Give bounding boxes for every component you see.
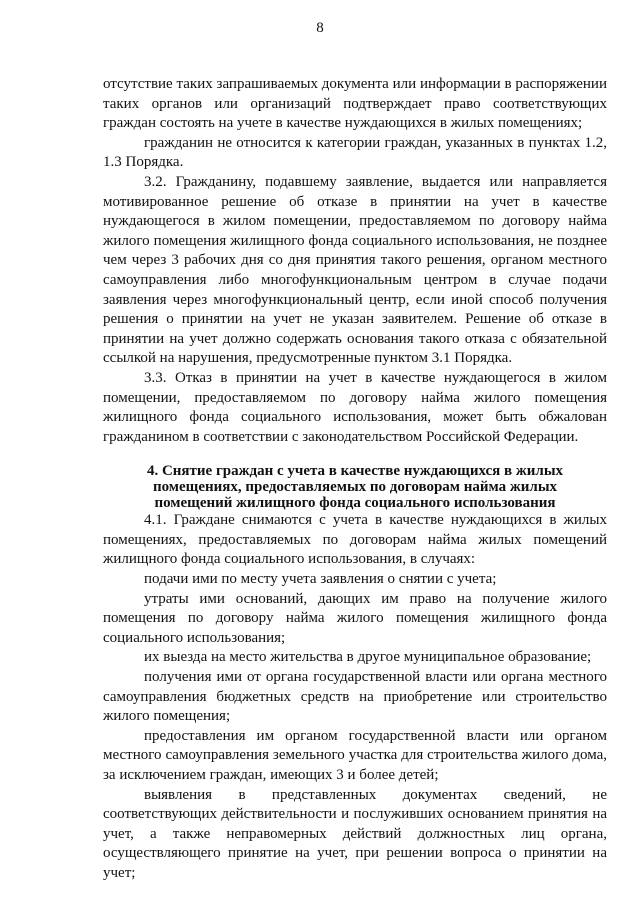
list-item: получения ими от органа государственной власти или органа местного самоуправления бюджетных средств на приобретение или строительство жилого помещения; xyxy=(103,669,607,725)
document-body xyxy=(103,75,607,884)
paragraph-4-1: 4.1. Граждане снимаются с учета в качестве нуждающихся в жилых помещениях, предоставляемых по договорам найма жилых помещений жилищного фонда социального использования, в случаях: xyxy=(103,512,607,568)
list-item: утраты ими оснований, дающих им право на получение жилого помещения по договору найма жилого помещения жилищного фонда социального использования; xyxy=(103,590,607,646)
paragraph-3-3: 3.3. Отказ в принятии на учет в качестве нуждающегося в жилом помещении, предоставляемом по договору найма жилого помещения жилищного фонда социального использования, может быть обжалован гражданином в соответствии с законодательством Российской Федерации. xyxy=(103,369,607,445)
paragraph-3-2: 3.2. Гражданину, подавшему заявление, выдается или направляется мотивированное решение об отказе в принятии на учет в качестве нуждающегося в жилом помещении, предоставляемом по договору найма жилого помещения жилищного фонда социального использования, не позднее чем через 3 рабочих дня со дня принятия такого решения, органом местного самоуправления либо многофункциональным центром в случае подачи заявления через многофункциональный центр, если иной способ получения решения о принятии на учет не указан заявителем. Решение об отказе в принятии на учет должно содержать основания такого отказа с обязательной ссылкой на нарушения, предусмотренные пунктом 3.1 Порядка. xyxy=(103,173,607,367)
list-item: выявления в представленных документах сведений, не соответствующих действительности и послуживших основанием принятия на учет, а также неправомерных действий должностных лиц органа, осуществляющего принятие на учет, при решении вопроса о принятии на учет; xyxy=(103,786,607,881)
section-heading-4: 4. Снятие граждан с учета в качестве нуждающихся в жилых помещениях, предоставляемых по договорам найма жилых помещений жилищного фонда социального использования xyxy=(146,463,564,512)
paragraph-continuation: отсутствие таких запрашиваемых документа или информации в распоряжении таких органов или организаций подтверждает право соответствующих граждан состоять на учете в качестве нуждающихся в жилых помещениях; xyxy=(103,76,607,132)
paragraph: гражданин не относится к категории граждан, указанных в пунктах 1.2, 1.3 Порядка. xyxy=(103,134,607,171)
list-item: подачи ими по месту учета заявления о снятии с учета; xyxy=(144,571,497,588)
list-item: их выезда на место жительства в другое муниципальное образование; xyxy=(144,649,592,666)
list-item: предоставления им органом государственной власти или органом местного самоуправления земельного участка для строительства жилого дома, за исключением граждан, имеющих 3 и более детей; xyxy=(103,727,607,783)
page-number: 8 xyxy=(316,20,324,36)
